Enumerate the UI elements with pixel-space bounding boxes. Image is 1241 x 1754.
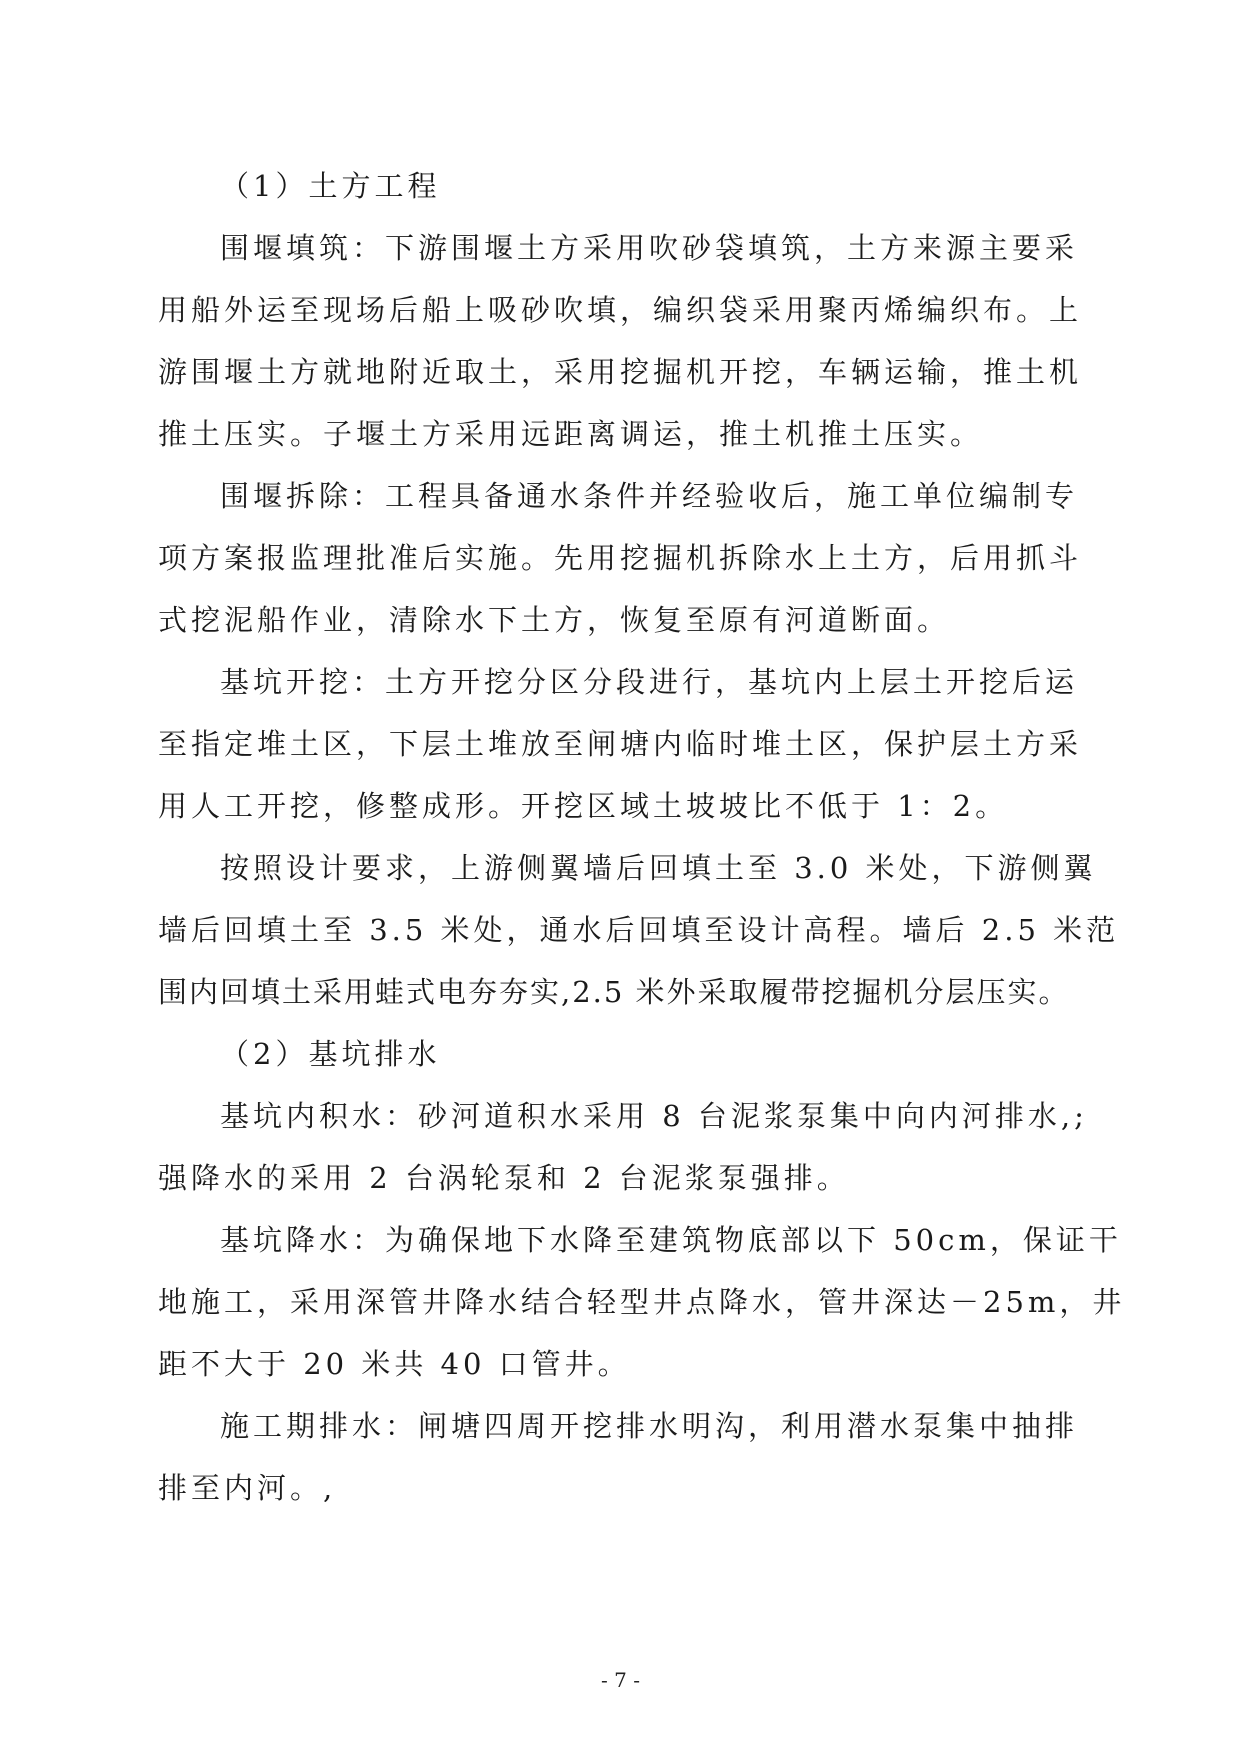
paragraph-line: 墙后回填土至 3.5 米处，通水后回填至设计高程。墙后 2.5 米范 bbox=[158, 913, 1120, 947]
paragraph-line: 围堰拆除：工程具备通水条件并经验收后，施工单位编制专 bbox=[220, 479, 1079, 513]
paragraph-line: 围内回填土采用蛙式电夯夯实,2.5 米外采取履带挖掘机分层压实。 bbox=[158, 975, 1070, 1009]
paragraph-line: 基坑降水：为确保地下水降至建筑物底部以下 50cm，保证干 bbox=[220, 1223, 1122, 1257]
paragraph-line: 推土压实。子堰土方采用远距离调运，推土机推土压实。 bbox=[158, 417, 984, 451]
paragraph-line: 用人工开挖，修整成形。开挖区域土坡坡比不低于 1：2。 bbox=[158, 789, 1009, 823]
paragraph-line: 强降水的采用 2 台涡轮泵和 2 台泥浆泵强排。 bbox=[158, 1161, 850, 1195]
paragraph-line: 距不大于 20 米共 40 口管井。 bbox=[158, 1347, 631, 1381]
paragraph-line: 式挖泥船作业，清除水下土方，恢复至原有河道断面。 bbox=[158, 603, 951, 637]
heading-pit-drainage: （2）基坑排水 bbox=[220, 1037, 441, 1071]
paragraph-line: 用船外运至现场后船上吸砂吹填，编织袋采用聚丙烯编织布。上 bbox=[158, 293, 1083, 327]
paragraph-line: 基坑开挖：土方开挖分区分段进行，基坑内上层土开挖后运 bbox=[220, 665, 1079, 699]
paragraph-line: 按照设计要求，上游侧翼墙后回填土至 3.0 米处，下游侧翼 bbox=[220, 851, 1097, 885]
paragraph-line: 围堰填筑：下游围堰土方采用吹砂袋填筑，土方来源主要采 bbox=[220, 231, 1079, 265]
paragraph-line: 地施工，采用深管井降水结合轻型井点降水，管井深达－25m，井 bbox=[158, 1285, 1126, 1319]
heading-earthwork: （1）土方工程 bbox=[220, 169, 441, 203]
paragraph-line: 游围堰土方就地附近取土，采用挖掘机开挖，车辆运输，推土机 bbox=[158, 355, 1083, 389]
paragraph-line: 基坑内积水：砂河道积水采用 8 台泥浆泵集中向内河排水,; bbox=[220, 1099, 1088, 1133]
paragraph-line: 至指定堆土区，下层土堆放至闸塘内临时堆土区，保护层土方采 bbox=[158, 727, 1083, 761]
paragraph-line: 排至内河。, bbox=[158, 1471, 337, 1505]
paragraph-line: 项方案报监理批准后实施。先用挖掘机拆除水上土方，后用抓斗 bbox=[158, 541, 1083, 575]
page-number: - 7 - bbox=[601, 1668, 640, 1692]
paragraph-line: 施工期排水：闸塘四周开挖排水明沟，利用潜水泵集中抽排 bbox=[220, 1409, 1079, 1443]
